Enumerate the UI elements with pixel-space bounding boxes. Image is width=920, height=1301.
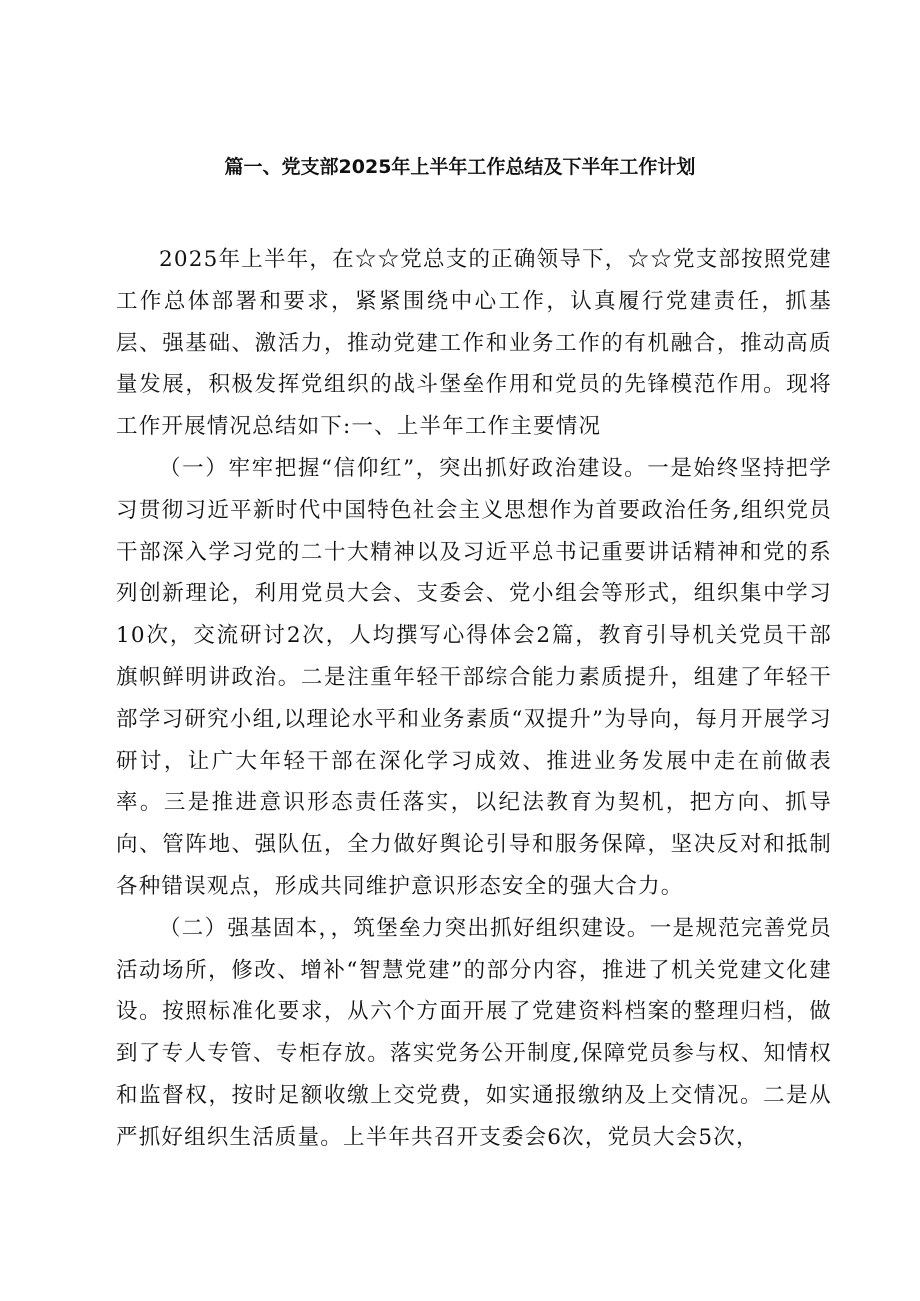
paragraph-political-building: （一）牢牢把握“信仰红”，突出抓好政治建设。一是始终坚持把学习贯彻习近平新时代中国特色社会主义思想作为首要政治任务,组织党员干部深入学习党的二十大精神以及习近平总书记重要讲话精神和党的系列创新理论，利用党员大会、支委会、党小组会等形式，组织集中学习10次，交流研讨2次，人均撰写心得体会2篇，教育引导机关党员干部旗帜鲜明讲政治。二是注重年轻干部综合能力素质提升，组建了年轻干部学习研究小组,以理论水平和业务素质“双提升”为导向，每月开展学习研讨，让广大年轻干部在深化学习成效、推进业务发展中走在前做表率。三是推进意识形态责任落实，以纪法教育为契机，把方向、抓导向、管阵地、强队伍，全力做好舆论引导和服务保障，坚决反对和抵制各种错误观点，形成共同维护意识形态安全的强大合力。 (116, 455, 832, 899)
paragraph-organization-building: （二）强基固本，，筑堡垒力突出抓好组织建设。一是规范完善党员活动场所，修改、增补“智慧党建”的部分内容，推进了机关党建文化建设。按照标准化要求，从六个方面开展了党建资料档案的整理归档，做到了专人专管、专柜存放。落实党务公开制度,保障党员参与权、知情权和监督权，按时足额收缴上交党费，如实通报缴纳及上交情况。二是从严抓好组织生活质量。上半年共召开支委会6次，党员大会5次， (116, 915, 832, 1150)
document-title: 篇一、党支部2025年上半年工作总结及下半年工作计划 (224, 156, 696, 178)
document-body (116, 239, 832, 1159)
paragraph-intro: 2025年上半年，在☆☆党总支的正确领导下，☆☆党支部按照党建工作总体部署和要求，紧紧围绕中心工作，认真履行党建责任，抓基层、强基础、激活力，推动党建工作和业务工作的有机融合，推动高质量发展，积极发挥党组织的战斗堡垒作用和党员的先锋模范作用。现将工作开展情况总结如下:一、上半年工作主要情况 (116, 247, 832, 440)
